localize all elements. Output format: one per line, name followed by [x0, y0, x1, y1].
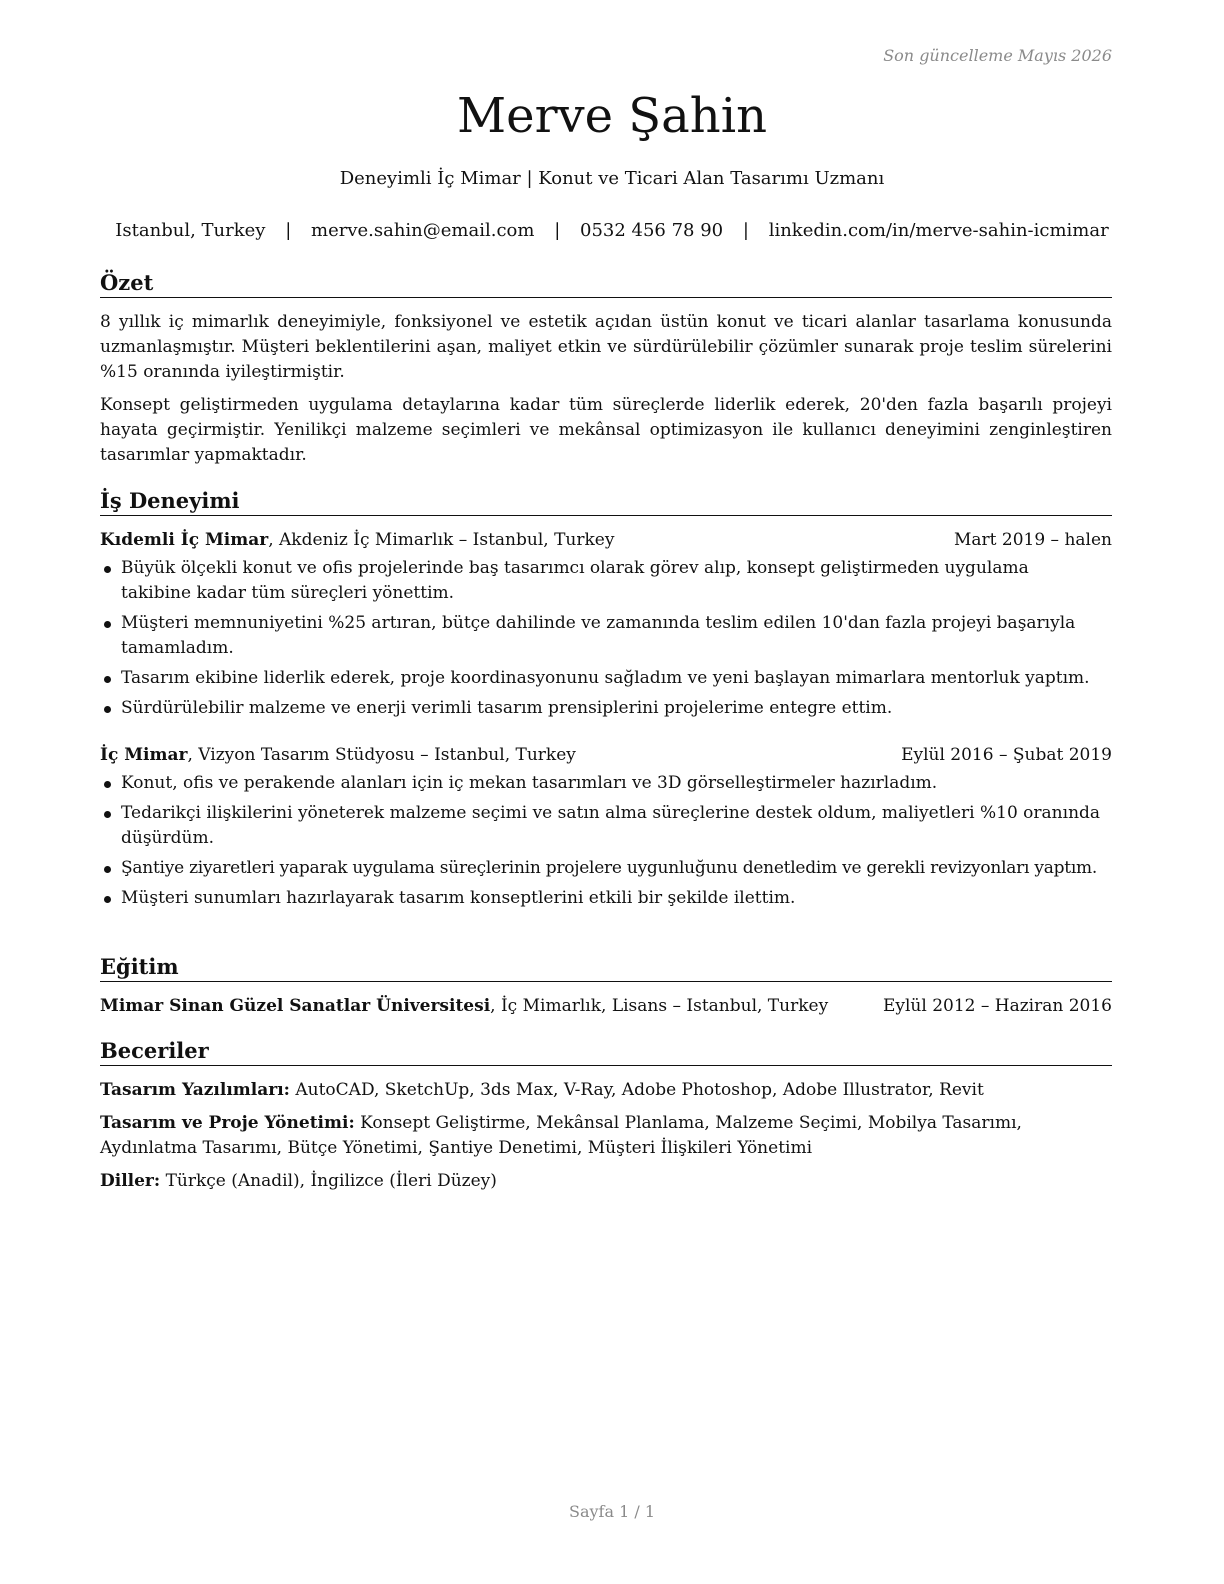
page-number: Sayfa 1 / 1	[568, 1502, 655, 1521]
education-entry	[100, 994, 1112, 1018]
job-bullets	[100, 771, 1112, 911]
job-dates: Mart 2019 – halen	[953, 530, 1112, 550]
job-company: , Vizyon Tasarım Stüdyosu – Istanbul, Turkey	[187, 745, 576, 765]
job-bullet: Müşteri memnuniyetini %25 artıran, bütçe dahilinde ve zamanında teslim edilen 10'dan fazla projeyi başarıyla tamamladım.	[100, 611, 1112, 661]
contact-separator: |	[554, 220, 561, 241]
job-dates: Eylül 2016 – Şubat 2019	[901, 745, 1112, 765]
job-bullet: Müşteri sunumları hazırlayarak tasarım konseptlerini etkili bir şekilde ilettim.	[100, 886, 1112, 911]
section-title-experience: İş Deneyimi	[100, 488, 1112, 516]
skill-label: Tasarım Yazılımları:	[100, 1080, 290, 1100]
skill-value: Türkçe (Anadil), İngilizce (İleri Düzey)	[160, 1171, 497, 1191]
last-updated: Son güncelleme Mayıs 2026	[883, 46, 1112, 65]
job-bullet: Büyük ölçekli konut ve ofis projelerinde baş tasarımcı olarak görev alıp, konsept geliştirmeden uygulama takibine kadar tüm süreçleri yönettim.	[100, 556, 1112, 606]
job-bullet: Sürdürülebilir malzeme ve enerji verimli tasarım prensiplerini projelerime entegre ettim.	[100, 696, 1112, 721]
education-detail: , İç Mimarlık, Lisans – Istanbul, Turkey	[490, 996, 829, 1016]
skill-value: Konsept Geliştirme, Mekânsal Planlama, Malzeme Seçimi, Mobilya Tasarımı, Aydınlatma Tasarımı, Bütçe Yönetimi, Şantiye Denetimi, Müşteri İlişkileri Yönetimi	[100, 1113, 1022, 1158]
section-title-skills: Beceriler	[100, 1038, 1112, 1066]
contact-linkedin[interactable]: linkedin.com/in/merve-sahin-icmimar	[768, 220, 1109, 241]
job-bullet: Şantiye ziyaretleri yaparak uygulama süreçlerinin projelere uygunluğunu denetledim ve gerekli revizyonları yaptım.	[100, 856, 1112, 881]
job-role: Kıdemli İç Mimar	[100, 530, 269, 550]
candidate-name: Merve Şahin	[457, 88, 767, 144]
education-dates: Eylül 2012 – Haziran 2016	[882, 996, 1112, 1016]
skill-row	[100, 1111, 1112, 1161]
contact-separator: |	[742, 220, 749, 241]
job-entry	[100, 743, 1112, 911]
contact-separator: |	[285, 220, 292, 241]
summary-paragraph: 8 yıllık iç mimarlık deneyimiyle, fonksiyonel ve estetik açıdan üstün konut ve ticari alanlar tasarlama konusunda uzmanlaşmıştır. Müşteri beklentilerini aşan, maliyet etkin ve sürdürülebilir çözümler sunarak proje teslim sürelerini %15 oranında iyileştirmiştir.	[100, 312, 1112, 382]
job-header	[100, 743, 1112, 767]
skill-label: Diller:	[100, 1171, 161, 1191]
contact-phone: 0532 456 78 90	[580, 220, 724, 241]
job-company: , Akdeniz İç Mimarlık – Istanbul, Turkey	[268, 530, 615, 550]
skills-section	[100, 1038, 1112, 1202]
experience-section	[100, 488, 1112, 916]
contact-location: Istanbul, Turkey	[115, 220, 266, 241]
job-entry	[100, 528, 1112, 721]
section-title-education: Eğitim	[100, 954, 1112, 982]
education-school: Mimar Sinan Güzel Sanatlar Üniversitesi	[100, 996, 491, 1016]
job-bullet: Konut, ofis ve perakende alanları için iç mekan tasarımları ve 3D görselleştirmeler hazırladım.	[100, 771, 1112, 796]
contact-email[interactable]: merve.sahin@email.com	[311, 220, 535, 241]
summary-section	[100, 270, 1112, 476]
summary-paragraph: Konsept geliştirmeden uygulama detaylarına kadar tüm süreçlerde liderlik ederek, 20'den fazla başarılı projeyi hayata geçirmiştir. Yenilikçi malzeme seçimleri ve mekânsal optimizasyon ile kullanıcı deneyimini zenginleştiren tasarımlar yapmaktadır.	[100, 395, 1112, 465]
skill-value: AutoCAD, SketchUp, 3ds Max, V-Ray, Adobe Photoshop, Adobe Illustrator, Revit	[289, 1080, 984, 1100]
job-bullet: Tasarım ekibine liderlik ederek, proje koordinasyonunu sağladım ve yeni başlayan mimarlara mentorluk yaptım.	[100, 666, 1112, 691]
job-role: İç Mimar	[100, 745, 188, 765]
section-title-summary: Özet	[100, 270, 1112, 298]
skill-label: Tasarım ve Proje Yönetimi:	[100, 1113, 355, 1133]
skill-row	[100, 1078, 1112, 1103]
contact-line	[0, 220, 1224, 241]
tagline: Deneyimli İç Mimar | Konut ve Ticari Alan Tasarımı Uzmanı	[339, 168, 885, 189]
job-bullet: Tedarikçi ilişkilerini yöneterek malzeme seçimi ve satın alma süreçlerine destek oldum, maliyetleri %10 oranında düşürdüm.	[100, 801, 1112, 851]
skill-row	[100, 1169, 1112, 1194]
job-header	[100, 528, 1112, 552]
education-section	[100, 954, 1112, 1022]
job-bullets	[100, 556, 1112, 721]
